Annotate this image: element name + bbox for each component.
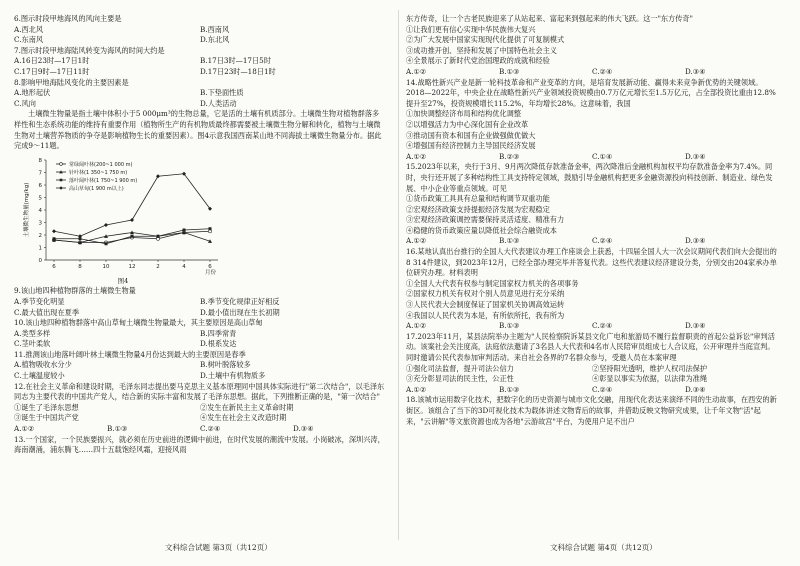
data-point (52, 229, 56, 233)
q13-option-a: A.①② (406, 66, 427, 76)
q13-option-b: B.①③ (499, 66, 520, 76)
column-divider (398, 10, 399, 540)
q17-statements-2 (406, 374, 778, 385)
q10-option-c: C.茎叶柔软 (14, 339, 51, 349)
right-column (406, 14, 778, 534)
q6-option-c: C.东南风 (14, 35, 44, 45)
q14-option-a: A.①② (406, 151, 427, 161)
q17-statement-1: ①强化司法监督，提升司法公信力 (406, 363, 514, 373)
q10-options-2 (14, 339, 386, 350)
x-tick-label: 4 (182, 263, 186, 270)
legend-entry: 落叶阔叶林(1 750~1 900 m) (69, 177, 138, 184)
q14-option-d: D.③④ (685, 151, 706, 161)
legend-entry: 常绿阔叶林(200~1 000 m) (69, 161, 133, 168)
data-point (105, 242, 108, 245)
legend-marker (60, 162, 63, 165)
footer-page-3: 文科综合试题 第3页（共12页） (165, 543, 272, 552)
q12-statements (14, 403, 386, 414)
q10-option-b: B.四季常青 (200, 328, 237, 338)
y-tick-label: 8 (38, 157, 42, 164)
x-axis-label: 月份 (204, 269, 216, 276)
q9-option-a: A.季节变化明显 (14, 296, 65, 306)
q15-statement-1: ①货币政策工具具有总量和结构调节双重功能 (406, 194, 550, 204)
q14-statement-1: ①加快调整经济布局和结构优化调整 (406, 109, 522, 119)
q12-option-a: A.①② (14, 424, 35, 434)
y-tick-label: 4 (38, 207, 42, 214)
y-tick-label: 5 (38, 195, 42, 202)
x-tick-label: 2 (156, 263, 160, 270)
q9-option-c: C.最大值出现在夏季 (14, 307, 80, 317)
q17-statements (406, 364, 778, 375)
q16-statement-1: ①全国人大代表有权参与制定国家权力机关的各项事务 (406, 278, 579, 288)
q8-option-c: C.风向 (14, 98, 36, 108)
q13-statement-3: ③成功推开创、坚持和发展了中国特色社会主义 (406, 45, 557, 55)
q6-options-2 (14, 35, 386, 46)
y-tick-label: 6 (38, 182, 42, 189)
q11-stem: 11.推测该山地落叶阔叶林土壤微生物量4月份达到最大的主要原因是春季 (14, 349, 246, 359)
soil-microbe-line-chart (18, 154, 228, 276)
q14-statement-3: ③推动国有资本和国有企业做强做优做大 (406, 130, 536, 140)
q7-stem: 7.图示时段甲地海陆风转变为海风的时间大约是 (14, 45, 165, 55)
q18-stem: 18.该城市运用数字化技术，把数字化的历史资源与城市文化交融，用现代化表达来演绎不同的生动故事，在西安的新街区。该组合了当下的3D可视化技术为载体讲述文物背后的故事，并借助反映文物研究成果，让千年文物"活"起来，"云讲解"等文旅资源也成为各地"云游故宫"平台，为使用户足不出户 (406, 395, 777, 426)
q8-option-d: D.人类活动 (200, 98, 237, 108)
x-tick-label: 12 (128, 263, 136, 270)
q11-option-c: C.土壤温度较小 (14, 371, 65, 381)
q17-statement-3: ③充分彰显司法的民主性，公正性 (406, 374, 514, 384)
legend-entry: 针叶林(1 350~1 750 m) (69, 169, 128, 176)
q6-option-d: D.东北风 (200, 35, 230, 45)
q9-stem: 9.该山地四种植物群落的土壤微生物量 (14, 286, 136, 296)
q12-stem: 12.在社会主义革命和建设时期，毛泽东同志提出要马克思主义基本原理同中国具体实际进行"第二次结合"，以毛泽东同志为主要代表的中国共产党人，结合新的实际丰富和发展了毛泽东思想。据此，下列推断正确的是，"第一次结合" (14, 381, 385, 402)
data-point (157, 234, 160, 237)
q8-options-2 (14, 99, 386, 110)
q7-option-b: B.17日3时—17日5时 (200, 56, 271, 66)
legend-marker (59, 186, 63, 190)
figure-4-chart (18, 154, 386, 276)
q17-option-a: A.①② (406, 384, 427, 394)
q8-option-b: B.下垫面性质 (200, 88, 244, 98)
legend-marker (60, 178, 63, 181)
left-column (14, 14, 386, 534)
q6-options (14, 25, 386, 36)
q17-statement-2: ②坚持阳光透明，维护人权司法保护 (592, 363, 708, 373)
q17-statement-4: ④彰显以事实为依据，以法律为准绳 (592, 374, 708, 384)
q8-options (14, 88, 386, 99)
q15-option-a: A.①② (406, 236, 427, 246)
q12-statement-4: ④发生在社会主义改造时期 (200, 413, 287, 423)
q12-option-b: B.①③ (107, 424, 128, 434)
y-axis-label: 土壤微生物量(mg/kg) (24, 182, 30, 238)
q12-statement-3: ③诞生于中国共产党 (14, 413, 79, 423)
q12-statements-2 (14, 413, 386, 424)
q10-option-a: A.类型多样 (14, 328, 51, 338)
x-tick-label: 8 (78, 263, 82, 270)
data-point (53, 237, 56, 240)
q10-options (14, 329, 386, 340)
q11-options-2 (14, 371, 386, 382)
q7-option-c: C.17日9时—17日11时 (14, 66, 90, 76)
q15-statement-2: ②宏观经济政策支持提振经济发展为宏观稳定 (406, 204, 550, 214)
q9-options (14, 297, 386, 308)
q7-options (14, 56, 386, 67)
q15-option-d: D.③④ (685, 236, 706, 246)
q12-options (14, 424, 386, 435)
q9-option-d: D.最小值出现在生长初期 (200, 307, 280, 317)
q13-statement-1: ①让我们更有信心实现中华民族伟大复兴 (406, 24, 536, 34)
q14-stem: 14.战略性新兴产业是新一轮科技革命和产业变革的方向，是培育发展新动能、赢得未来竞争新优势的关键领域。2018—2022年，中央企业在战略性新兴产业领域投资规模由0.7万亿元增长至1.5万亿元，占全部投资比重由12.8%提升至27%，投资规模增长115.2%，年均增长28%。这意味着，我国 (406, 77, 776, 108)
q7-option-d: D.17日23时—18日1时 (200, 66, 276, 76)
q14-statement-2: ②以增强活力为中心深化国有企业改革 (406, 119, 529, 129)
figure-4-label: 图4 (117, 276, 129, 285)
legend-entry: 高山草甸(1 900 m以上) (69, 185, 124, 192)
q13-options (406, 67, 778, 78)
data-point (131, 234, 134, 237)
q10-stem: 10.该山地四种植物群落中高山草甸土壤微生物量最大，其主要原因是高山草甸 (14, 318, 263, 328)
q17-stem: 17.2023年11月，某县法院举办主题为"人民检察院诉某县文化广电和旅游局不履行监督职责的首起公益诉讼"审判活动。该案社会关注度高，法庭依法邀请了3名县人大代表和4名市人民陪审员组成七人合议庭，公开审理并当庭宣判。同时邀请公民代表参加审判活动。来自社会各界的7名群众参与，受邀人员在本案审理 (406, 331, 775, 362)
q12-statement-2: ②发生在新民主主义革命时期 (200, 402, 294, 412)
x-tick-label: 10 (102, 263, 110, 270)
y-tick-label: 1 (38, 245, 42, 252)
q9-option-b: B.季节变化规律正好相反 (200, 296, 280, 306)
x-tick-label: 6 (208, 263, 212, 270)
q13-stem: 13.一个国家，一个民族要振兴，就必须在历史前进的逻辑中前进，在时代发展的潮流中发展。小岗破冰，深圳兴涛，海南潮涌，浦东腾飞……四十五载饱经风霜，迎接风雨 (14, 434, 385, 455)
q17-option-b: B.①③ (499, 384, 520, 394)
soil-intro-paragraph: 土壤微生物量是指土壤中体积小于5 000μm³的生物总量，它是活的土壤有机质部分。土壤微生物对植物群落多样性和生态系统功能的维持有重要作用（植物所生产的有机物质最终都需要被土壤微生物分解和转化，植物与土壤微生物对土壤营养物质的争夺是影响植物生长的重要因素）。图4示意我国西南某山地不同海拔土壤微生物量分布。据此完成9～11题。 (14, 109, 382, 151)
y-tick-label: 0 (38, 257, 42, 264)
q13-option-c: C.②④ (592, 66, 613, 76)
footer-page-4: 文科综合试题 第4页（共12页） (550, 543, 657, 552)
q16-statement-4: ④我国以人民代表为本是，有所依所托，我有所为 (406, 310, 565, 320)
q12-option-c: C.②④ (200, 424, 221, 434)
q16-option-c: C.②④ (592, 321, 613, 331)
q17-options (406, 385, 778, 396)
q17-option-d: D.③④ (685, 384, 706, 394)
q15-stem: 15.2023年以来，央行于3月、9月两次降低存款准备金率，两次降准后金融机构加权平均存款准备金率为7.4%。同时，央行还开展了多种结构性工具支持特定领域，鼓励引导金融机构把更多金融资源投向科技创新、制造业、绿色发展、中小企业等重点领域。可见 (406, 162, 773, 193)
q13-continuation: 东方传奇，让一个古老民族迎来了从站起来、富起来到强起来的伟大飞跃。这一"东方传奇" (406, 14, 693, 23)
q13-option-d: D.③④ (685, 66, 706, 76)
q10-option-d: D.根系发达 (200, 339, 237, 349)
q15-statement-3: ③宏观经济政策调控需要保持灵活适度、精准有力 (406, 215, 565, 225)
q9-options-2 (14, 308, 386, 319)
q7-option-a: A.16日23时—17日1时 (14, 56, 90, 66)
q14-options (406, 152, 778, 163)
q16-option-d: D.③④ (685, 321, 706, 331)
q8-stem: 8.影响甲地海陆风变化的主要因素是 (14, 77, 129, 87)
q16-stem: 16.某地认真出台推行的全国人大代表建议办理工作座谈会上获悉，十四届全国人大一次会议期间代表们向大会提出的8 314件建议，到2023年12月，已经全部办理完毕并答复代表。这些代表建议经济建设分类，分别交由204家承办单位研究办理。材料表明 (406, 247, 777, 278)
q11-option-a: A.植物吸收水分少 (14, 360, 72, 370)
q6-stem: 6.图示时段甲地海风的风向主要是 (14, 14, 122, 23)
q13-statement-2: ②为广大发展中国家实现现代化提供了可复制模式 (406, 35, 565, 45)
q15-option-c: C.②④ (592, 236, 613, 246)
q13-statement-4: ④全景展示了新时代党治国理政的成就和经验 (406, 56, 550, 66)
q16-option-a: A.①② (406, 321, 427, 331)
q6-option-b: B.西南风 (200, 24, 230, 34)
q16-option-b: B.①③ (499, 321, 520, 331)
q16-options (406, 321, 778, 332)
q12-statement-1: ①诞生了毛泽东思想 (14, 402, 79, 412)
q11-options (14, 360, 386, 371)
q11-option-b: B.树叶脱落较多 (200, 360, 251, 370)
q15-option-b: B.①③ (499, 236, 520, 246)
q11-option-d: D.土壤中有机物质多 (200, 371, 266, 381)
q15-options (406, 236, 778, 247)
q6-option-a: A.西北风 (14, 24, 44, 34)
data-point (130, 218, 134, 222)
q17-option-c: C.②④ (592, 384, 613, 394)
q14-option-b: B.②③ (499, 151, 520, 161)
y-tick-label: 2 (38, 232, 42, 239)
q8-option-a: A.地形起伏 (14, 88, 51, 98)
q14-option-c: C.①④ (592, 151, 613, 161)
q14-statement-4: ④增强国有经济控制力主导国民经济发展 (406, 141, 536, 151)
data-point (104, 223, 108, 227)
y-tick-label: 7 (38, 170, 42, 177)
x-tick-label: 6 (52, 263, 56, 270)
data-point (209, 227, 212, 230)
q7-options-2 (14, 67, 386, 78)
q16-statement-2: ②国家权力机关有权对个别人员意见进行充分采纳 (406, 289, 565, 299)
y-tick-label: 3 (38, 220, 42, 227)
q15-statement-4: ④稳健的货币政策应量以降低社会综合融资成本 (406, 225, 557, 235)
data-point (183, 228, 186, 231)
data-point (156, 174, 160, 178)
q16-statement-3: ③人民代表大会制度保证了国家机关协调高效运转 (406, 300, 565, 310)
q12-option-d: D.③④ (293, 424, 314, 434)
